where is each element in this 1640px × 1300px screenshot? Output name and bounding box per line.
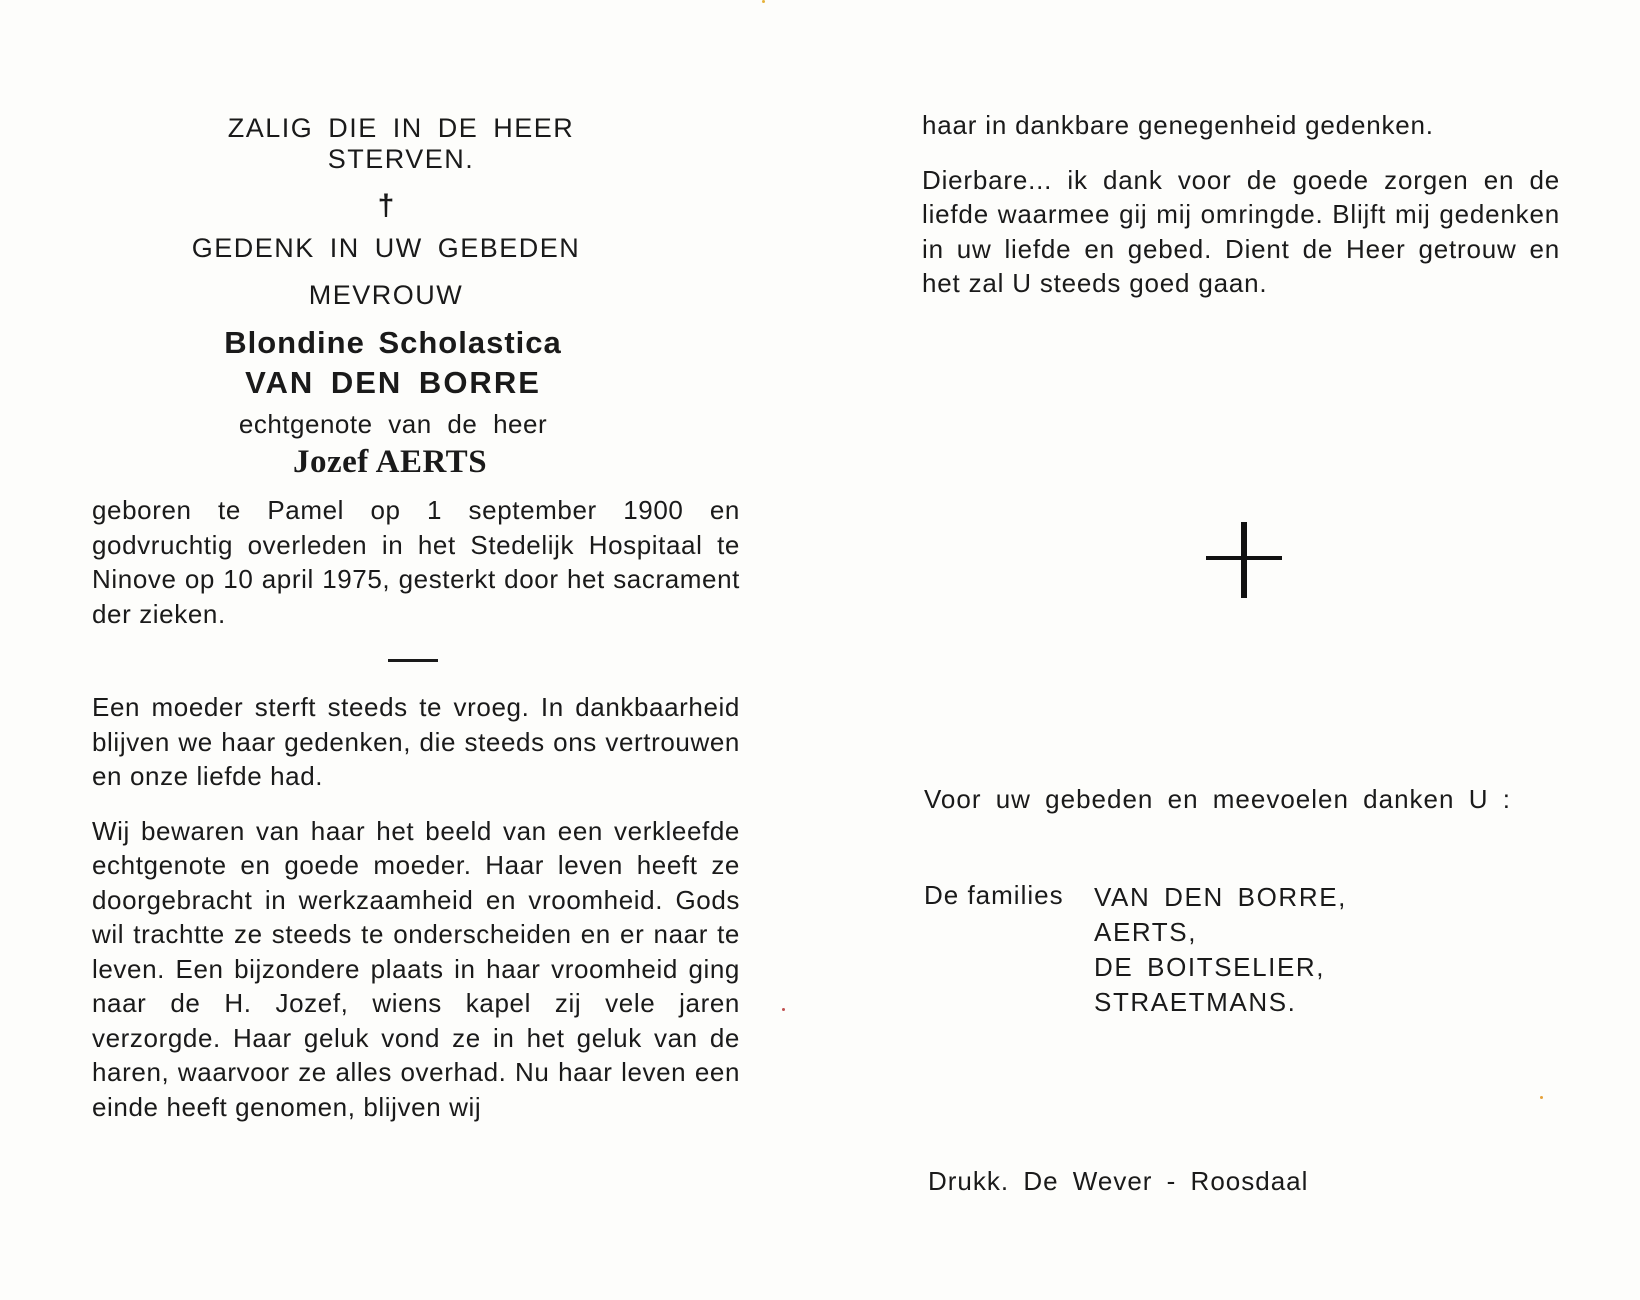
- farewell-paragraph: Dierbare... ik dank voor de goede zorgen en de liefde waarmee gij mij omringde. Blijft mij gedenken in uw liefde en gebed. Dient de Heer getrouw en het zal U steeds goed gaan.: [922, 164, 1560, 298]
- left-column: [92, 108, 740, 1124]
- deceased-surname: VAN DEN BORRE: [245, 365, 541, 400]
- motto: ZALIG DIE IN DE HEER STERVEN.: [227, 113, 575, 174]
- families-list: [1094, 880, 1347, 1020]
- continuation-paragraph: haar in dankbare genegenheid gedenken.: [922, 110, 1434, 140]
- memory-paragraph: Wij bewaren van haar het beeld van een verkleefde echtgenote en goede moeder. Haar leven heeft ze doorgebracht in werkzaamheid en vroomheid. Gods wil trachtte ze steeds te onderscheiden en er naar te leven. Een bijzondere plaats in haar vroomheid ging naar de H. Jozef, wiens kapel zij vele jaren verzorgde. Haar geluk vond ze in het geluk van de haren, waarvoor ze alles overhad. Nu haar leven een einde heeft genomen, blijven wij: [92, 815, 740, 1122]
- mother-paragraph: Een moeder sterft steeds te vroeg. In dankbaarheid blijven we haar gedenken, die steeds ons vertrouwen en onze liefde had.: [92, 692, 740, 791]
- printer-credit: Drukk. De Wever - Roosdaal: [928, 1166, 1309, 1196]
- spouse-intro: echtgenote van de heer: [238, 409, 548, 439]
- paper-speck: [762, 0, 765, 3]
- spouse-name: Jozef AERTS: [292, 444, 488, 480]
- family-name: AERTS,: [1094, 917, 1198, 947]
- small-cross-icon: †: [377, 189, 395, 222]
- paper-speck: [1540, 1096, 1543, 1099]
- title: MEVROUW: [308, 280, 464, 310]
- paper-speck: [782, 1008, 785, 1011]
- family-name: STRAETMANS.: [1094, 987, 1297, 1017]
- family-name: VAN DEN BORRE,: [1094, 882, 1347, 912]
- birth-death-paragraph: geboren te Pamel op 1 september 1900 en godvruchtig overleden in het Stedelijk Hospitaal te Ninove op 10 april 1975, gesterkt door het sacrament der zieken.: [92, 495, 740, 629]
- families-label: De families: [924, 880, 1064, 910]
- prayer-request: GEDENK IN UW GEBEDEN: [191, 233, 581, 263]
- gratitude-line: Voor uw gebeden en meevoelen danken U :: [924, 784, 1511, 814]
- right-column: [922, 108, 1560, 301]
- deceased-given-names: Blondine Scholastica: [224, 325, 562, 360]
- cross-icon: [1206, 522, 1282, 598]
- divider: [388, 659, 438, 662]
- family-name: DE BOITSELIER,: [1094, 952, 1326, 982]
